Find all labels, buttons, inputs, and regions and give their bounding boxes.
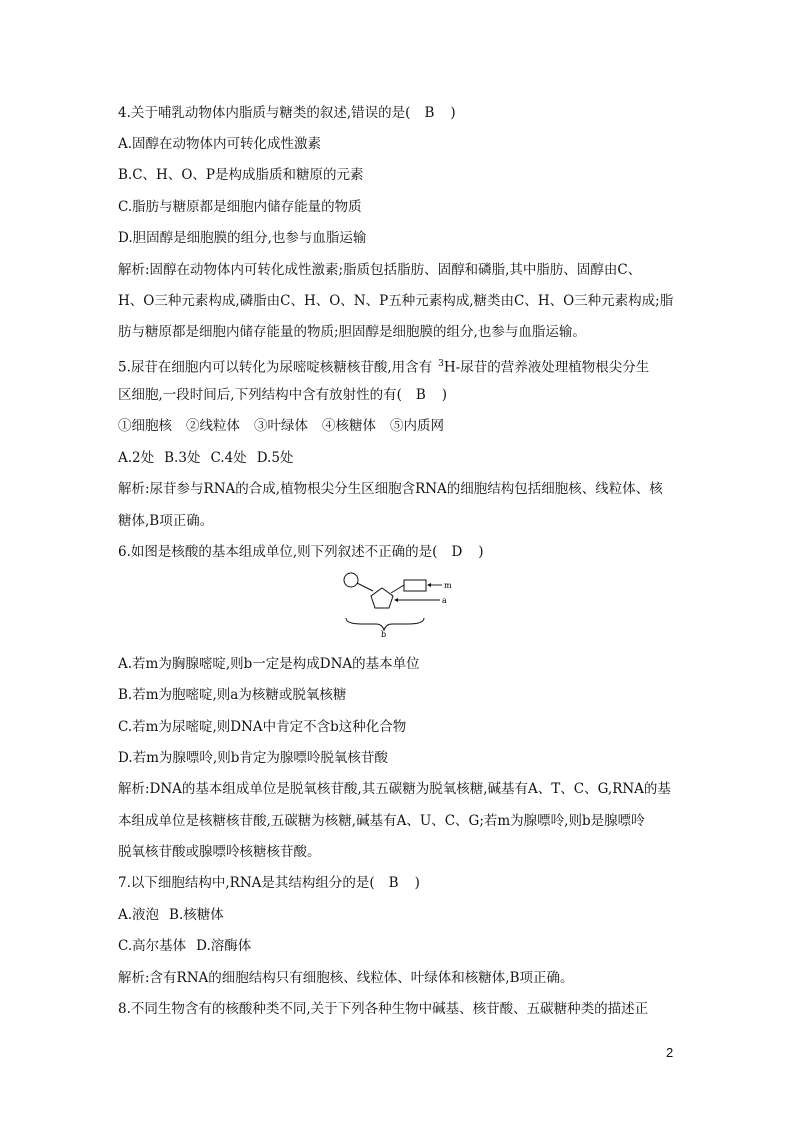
q4-option-a: A.固醇在动物体内可转化成性激素 — [118, 136, 322, 152]
q5-item-1: ①细胞核 — [118, 418, 172, 434]
q7-close: ) — [414, 875, 420, 891]
q5-analysis-line-2: 糖体,B项正确。 — [118, 513, 214, 529]
base-bond — [391, 585, 404, 593]
q5-superscript: 3 — [438, 359, 444, 369]
q5-options — [118, 449, 293, 467]
q5-item-5: ⑤内质网 — [390, 418, 444, 434]
label-b: b — [381, 630, 387, 638]
q7-option-d: D.溶酶体 — [196, 938, 252, 954]
q5-option-b: B.3处 — [164, 450, 201, 466]
q4-analysis-line-2: H、O三种元素构成,磷脂由C、H、O、N、P五种元素构成,糖类由C、H、O三种元素构成;脂 — [118, 293, 674, 309]
q7-option-b: B.核糖体 — [169, 907, 224, 923]
q5-stem-text-2: 区细胞,一段时间后,下列结构中含有放射性的有( — [118, 387, 402, 403]
arrow-m-head — [427, 583, 431, 587]
q5-answer: B — [415, 387, 426, 403]
q5-stem-line-1 — [118, 355, 649, 377]
q7-stem — [118, 874, 420, 892]
q6-analysis-line-3: 脱氧核苷酸或腺嘌呤核糖核苷酸。 — [118, 844, 321, 860]
q4-stem-text: 4.关于哺乳动物体内脂质与糖类的叙述,错误的是( — [118, 105, 411, 121]
q4-analysis-line-1: 解析:固醇在动物体内可转化成性激素;脂质包括脂肪、固醇和磷脂,其中脂肪、固醇由C、 — [118, 262, 642, 278]
q6-analysis-line-2: 本组成单位是核糖核苷酸,五碳糖为核糖,碱基有A、U、C、G;若m为腺嘌呤,则b是腺嘌呤 — [118, 813, 645, 829]
q7-option-a: A.液泡 — [118, 907, 160, 923]
q5-stem-line-2 — [118, 386, 447, 404]
q6-answer: D — [451, 544, 463, 560]
q5-option-d: D.5处 — [256, 450, 294, 466]
q6-option-b: B.若m为胞嘧啶,则a为核糖或脱氧核糖 — [118, 687, 347, 703]
q5-stem-text-b: H-尿苷的营养液处理植物根尖分生 — [443, 359, 650, 376]
q7-options-row-1 — [118, 906, 224, 924]
q4-analysis-line-3: 肪与糖原都是细胞内储存能量的物质;胆固醇是细胞膜的组分,也参与血脂运输。 — [118, 324, 586, 340]
brace-b — [346, 618, 424, 630]
q5-analysis-line-1: 解析:尿苷参与RNA的合成,植物根尖分生区细胞含RNA的细胞结构包括细胞核、线粒体、核 — [118, 481, 663, 497]
q7-option-c: C.高尔基体 — [118, 938, 187, 954]
q5-option-c: C.4处 — [210, 450, 247, 466]
phosphate-circle — [344, 573, 358, 587]
q4-option-d: D.胆固醇是细胞膜的组分,也参与血脂运输 — [118, 230, 367, 246]
q7-options-row-2 — [118, 937, 251, 955]
q4-answer: B — [424, 105, 435, 121]
label-a: a — [442, 596, 447, 605]
q4-stem — [118, 104, 456, 122]
q7-stem-text: 7.以下细胞结构中,RNA是其结构组分的是( — [118, 875, 375, 891]
q6-option-d: D.若m为腺嘌呤,则b肯定为腺嘌呤脱氧核苷酸 — [118, 750, 388, 766]
arrow-a-head — [394, 598, 398, 602]
q5-option-a: A.2处 — [118, 450, 155, 466]
q5-item-2: ②线粒体 — [186, 418, 240, 434]
q5-stem-text-a: 5.尿苷在细胞内可以转化为尿嘧啶核糖核苷酸,用含有 — [118, 359, 433, 376]
label-m: m — [444, 581, 452, 590]
pentose-pentagon — [371, 588, 393, 608]
base-rect — [404, 580, 426, 591]
q4-option-c: C.脂肪与糖原都是细胞内储存能量的物质 — [118, 199, 362, 215]
q4-option-b: B.C、H、O、P是构成脂质和糖原的元素 — [118, 167, 364, 183]
q7-analysis-line-1: 解析:含有RNA的细胞结构只有细胞核、线粒体、叶绿体和核糖体,B项正确。 — [118, 970, 574, 986]
q5-items — [118, 417, 444, 435]
q6-stem-text: 6.如图是核酸的基本组成单位,则下列叙述不正确的是( — [118, 544, 438, 560]
q5-close: ) — [441, 387, 448, 403]
q5-item-3: ③叶绿体 — [254, 418, 308, 434]
q4-close: ) — [450, 105, 456, 121]
q6-stem — [118, 543, 484, 561]
page-number: 2 — [666, 1045, 674, 1060]
nucleotide-diagram — [338, 570, 456, 638]
q6-close: ) — [478, 544, 484, 560]
q8-stem: 8.不同生物含有的核酸种类不同,关于下列各种生物中碱基、核苷酸、五碳糖种类的描述正 — [118, 1001, 649, 1017]
q6-option-c: C.若m为尿嘧啶,则DNA中肯定不含b这种化合物 — [118, 719, 407, 735]
phosphate-bond — [357, 583, 373, 591]
q5-item-4: ④核糖体 — [322, 418, 376, 434]
q6-analysis-line-1: 解析:DNA的基本组成单位是脱氧核苷酸,其五碳糖为脱氧核糖,碱基有A、T、C、G,RNA的基 — [118, 781, 671, 797]
q7-answer: B — [388, 875, 399, 891]
q6-option-a: A.若m为胸腺嘧啶,则b一定是构成DNA的基本单位 — [118, 656, 420, 672]
